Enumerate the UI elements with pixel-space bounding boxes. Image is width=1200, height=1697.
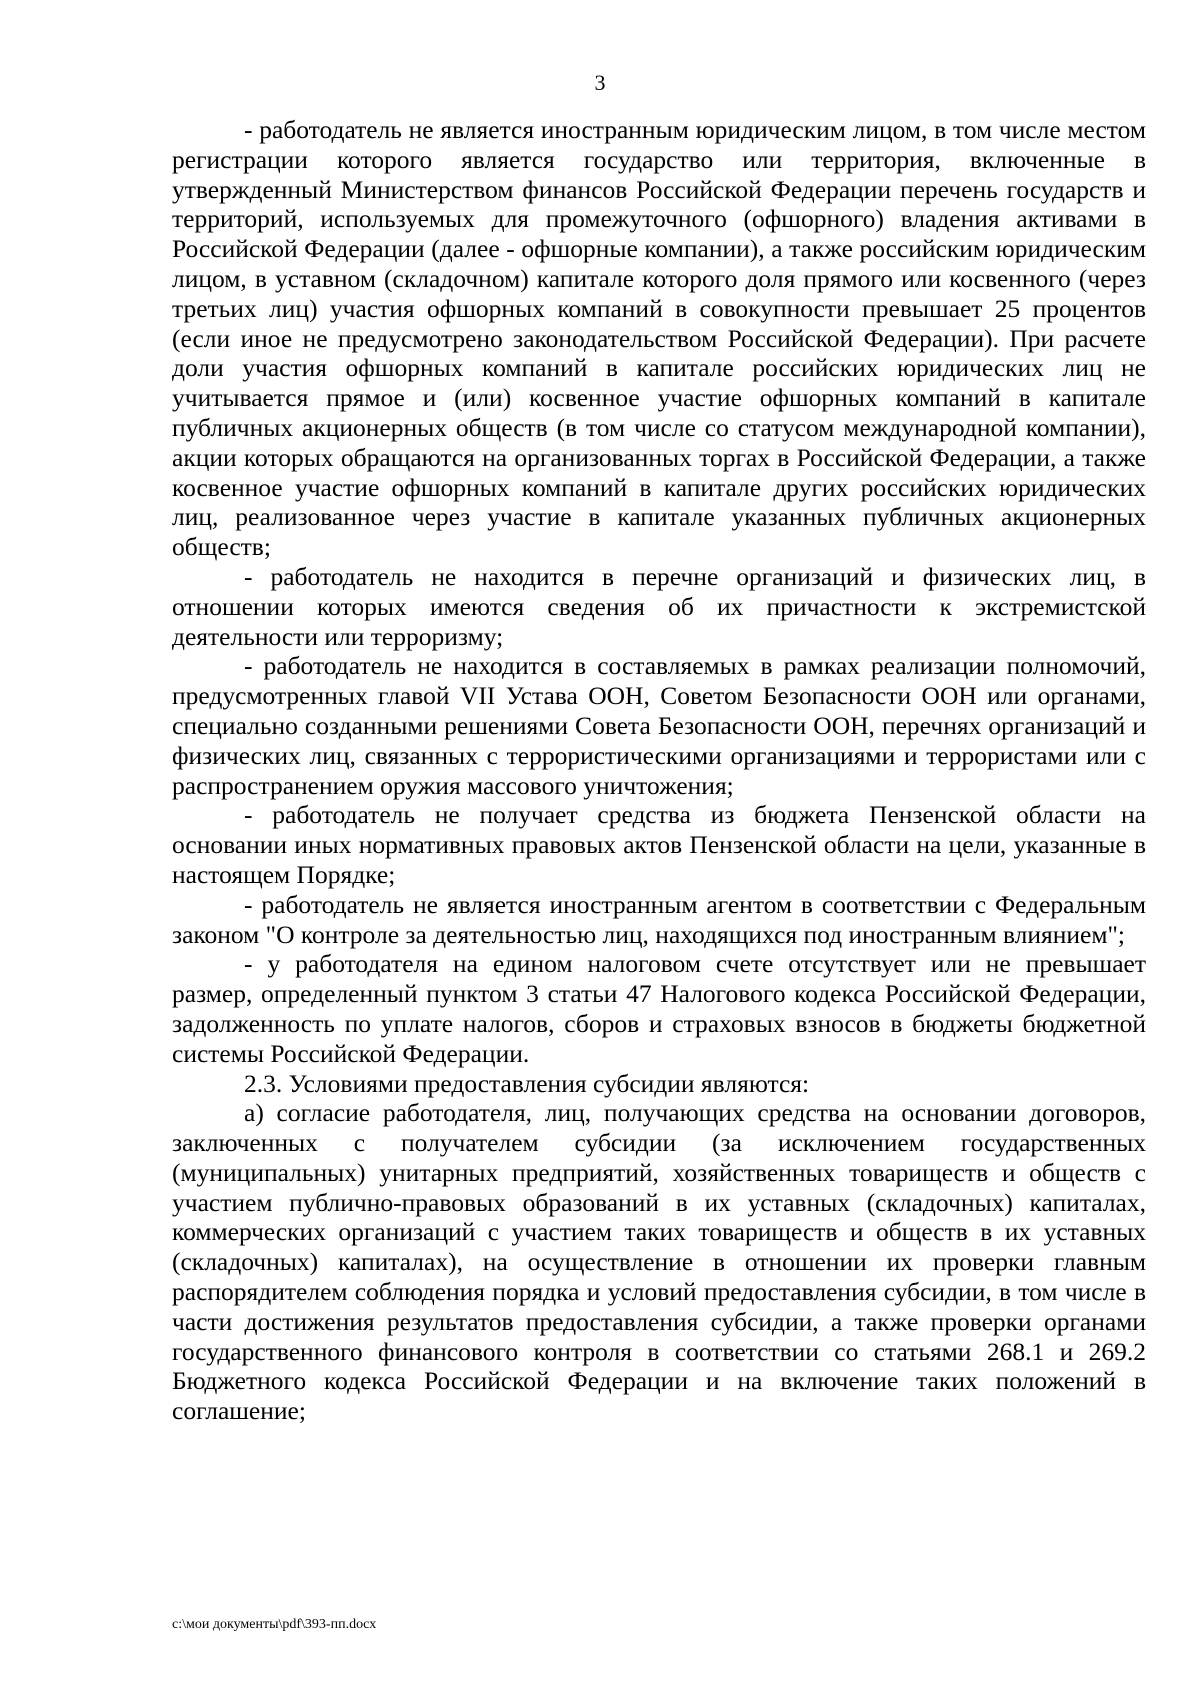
paragraph-consent-audit: а) согласие работодателя, лиц, получающих средства на основании договоров, заключенных с получателем субсидии (за исключением государственных (муниципальных) унитарных предприятий, хозяйственных товариществ и обществ с участием публично-правовых образований в их уставных (складочных) капиталах, коммерческих организаций с участием таких товариществ и обществ в их уставных (складочных) капиталах), на осуществление в отношении их проверки главным распорядителем соблюдения порядка и условий предоставления субсидии, в том числе в части достижения результатов предоставления субсидии, а также проверки органами государственного финансового контроля в соответствии со статьями 268.1 и 269.2 Бюджетного кодекса Российской Федерации и на включение таких положений в соглашение; [172, 1098, 1146, 1426]
page-number: 3 [594, 70, 606, 95]
footer-file-path: c:\мои документы\pdf\393-пп.docx [172, 1617, 377, 1632]
paragraph-offshore-companies: - работодатель не является иностранным юридическим лицом, в том числе местом регистрации которого является государство или территория, включенные в утвержденный Министерством финансов Российской Федерации перечень государств и территорий, используемых для промежуточного (офшорного) владения активами в Российской Федерации (далее - офшорные компании), а также российским юридическим лицом, в уставном (складочном) капитале которого доля прямого или косвенного (через третьих лиц) участия офшорных компаний в совокупности превышает 25 процентов (если иное не предусмотрено законодательством Российской Федерации). При расчете доли участия офшорных компаний в капитале российских юридических лиц не учитывается прямое и (или) косвенное участие офшорных компаний в капитале публичных акционерных обществ (в том числе со статусом международной компании), акции которых обращаются на организованных торгах в Российской Федерации, а также косвенное участие офшорных компаний в капитале других российских юридических лиц, реализованное через участие в капитале указанных публичных акционерных обществ; [172, 115, 1146, 562]
paragraph-regional-budget: - работодатель не получает средства из бюджета Пензенской области на основании иных нормативных правовых актов Пензенской области на цели, указанные в настоящем Порядке; [172, 800, 1146, 889]
paragraph-extremism: - работодатель не находится в перечне организаций и физических лиц, в отношении которых имеются сведения об их причастности к экстремистской деятельности или терроризму; [172, 561, 1146, 651]
paragraph-foreign-agent: - работодатель не является иностранным агентом в соответствии с Федеральным законом "О контроле за деятельностью лиц, находящихся под иностранным влиянием"; [172, 889, 1146, 949]
section-heading-2-3: 2.3. Условиями предоставления субсидии являются: [244, 1068, 810, 1098]
document-body [172, 115, 1146, 1426]
paragraph-un-sanctions: - работодатель не находится в составляемых в рамках реализации полномочий, предусмотренных главой VII Устава ООН, Советом Безопасности ООН или органами, специально созданными решениями Совета Безопасности ООН, перечнях организаций и физических лиц, связанных с террористическими организациями и террористами или с распространением оружия массового уничтожения; [172, 651, 1146, 800]
paragraph-tax-debt: - у работодателя на едином налоговом счете отсутствует или не превышает размер, определенный пунктом 3 статьи 47 Налогового кодекса Российской Федерации, задолженность по уплате налогов, сборов и страховых взносов в бюджеты бюджетной системы Российской Федерации. [172, 949, 1146, 1068]
